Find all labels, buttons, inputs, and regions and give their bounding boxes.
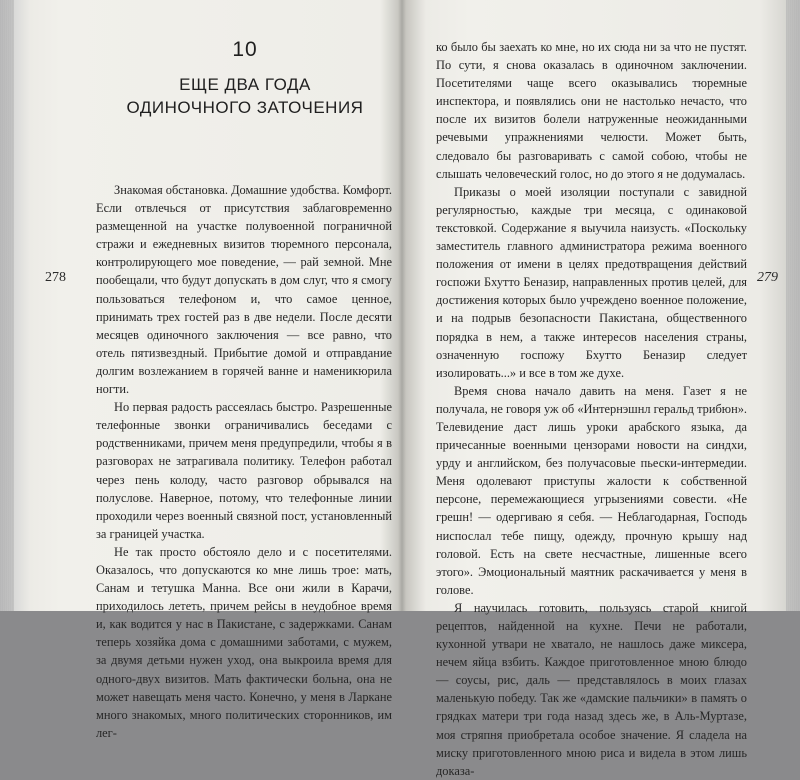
paragraph: Знакомая обстановка. Домашние удобства. Комфорт. Если отвлечься от присутствия заблаговременно размещенной на участке полувоенной пограничной стражи и ежедневных визитов тюремного персонала, контролирующего мое поведение, — рай земной. Мне пообещали, что будут допускать в дом слуг, что я смогу пользоваться телефоном и, что самое ценное, принимать трех гостей раз в две недели. После десяти месяцев одиночного заключения — все равно, что отель пятизвездный. Прибытие домой и отправдание долгим возлежанием в горячей ванне и наменикюрила ногти.: [96, 183, 392, 397]
right-page-body: [436, 38, 747, 780]
page-edges-right: [786, 0, 800, 611]
paragraph: ко было бы заехать ко мне, но их сюда ни за что не пустят. По сути, я снова оказалась в одиночном заключении. Посетителями чаще всего оказывались тюремные инспектора, и появлялись они не настолько нечасто, что после их визитов болели натруженные неожиданными речевыми упражнениями челюсти. Может быть, следовало бы разговаривать с самой собою, чтобы не слышать человеческий голос, но до этого я не додумалась.: [436, 40, 747, 181]
paragraph: Но первая радость рассеялась быстро. Разрешенные телефонные звонки ограничивались беседами с родственниками, причем меня предупредили, чтобы я в разговорах не затрагивала политику. Телефон работал через пень колоду, часто разговор обрывался на полуслове. Наверное, потому, что телефонные линии проходили через военный связной пост, установленный за границей участка.: [96, 400, 392, 541]
paragraph: Я научилась готовить, пользуясь старой книгой рецептов, найденной на кухне. Печи не работали, кухонной утвари не хватало, не нашлось даже миксера, нечем яйца взбить. Каждое приготовленное мною блюдо — соусы, рис, даль — представлялось в моих глазах маленькую победу. Так же «дамские пальчики» в память о грядках матери три года назад здесь же, в Аль-Муртазе, моя стряпня приобретала особое значение. Я сладела на миску приготовленного мною риса и видела в этом лишь доказа-: [436, 600, 747, 778]
chapter-title-line-1: ЕЩЕ ДВА ГОДА: [179, 75, 311, 94]
page-number-left: 278: [45, 270, 66, 285]
left-page-body: [96, 181, 392, 742]
page-number-right: 279: [757, 270, 778, 285]
left-page: [0, 0, 398, 740]
page-edges-left: [0, 0, 14, 611]
chapter-title-line-2: ОДИНОЧНОГО ЗАТОЧЕНИЯ: [126, 98, 364, 117]
paragraph: Приказы о моей изоляции поступали с завидной регулярностью, каждые три месяца, с одинаковой текстовкой. Содержание я выучила наизусть. «Поскольку заместитель главного администратора режима военного положения от имени в целях предотвращения действий госпожи Бхутто Беназир, направленных против целей, для достижения которых было учреждено военное положение, и на подрыв безопасности Пакистана, общественного порядка в нем, а также интересов населения страны, означенную госпожу Бхутто Беназир следует изолировать...» и все в том же духе.: [436, 184, 747, 380]
paragraph: Время снова начало давить на меня. Газет я не получала, не говоря уж об «Интернэшнл геральд трибюн». Телевидение даст лишь уроки арабского языка, да причесанные военными цензорами новости на синдхи, урду и английском, без получасовые пьески-интермедии. Меня одолевают приступы жалости к собственной персоне, перемежающиеся угрызениями совести. «Не грешн! — одергиваю я себя. — Неблагодарная, Господь ниспослал тебе пищу, одежду, прочную крышу над головой. Есть на свете несчастные, лишенные всего этого». Эмоциональный маятник раскачивается у меня в голове.: [436, 383, 747, 597]
chapter-title: [100, 73, 390, 119]
chapter-number: 10: [232, 38, 258, 61]
right-page: [402, 0, 800, 778]
paragraph: Не так просто обстояло дело и с посетителями. Оказалось, что допускаются ко мне лишь трое: мать, Санам и тетушка Манна. Все они жили в Карачи, приходилось лететь, причем рейсы в неудобное время и, как водится у нас в Пакистане, с задержками. Санам теперь хозяйка дома с домашними заботами, с мужем, за двумя детьми нужен уход, она выкроила время для одного-двух визитов. Мать фактически больна, она не может навещать меня часто. Конечно, у меня в Ларкане много знакомых, много политических сторонников, им лег-: [96, 544, 392, 740]
